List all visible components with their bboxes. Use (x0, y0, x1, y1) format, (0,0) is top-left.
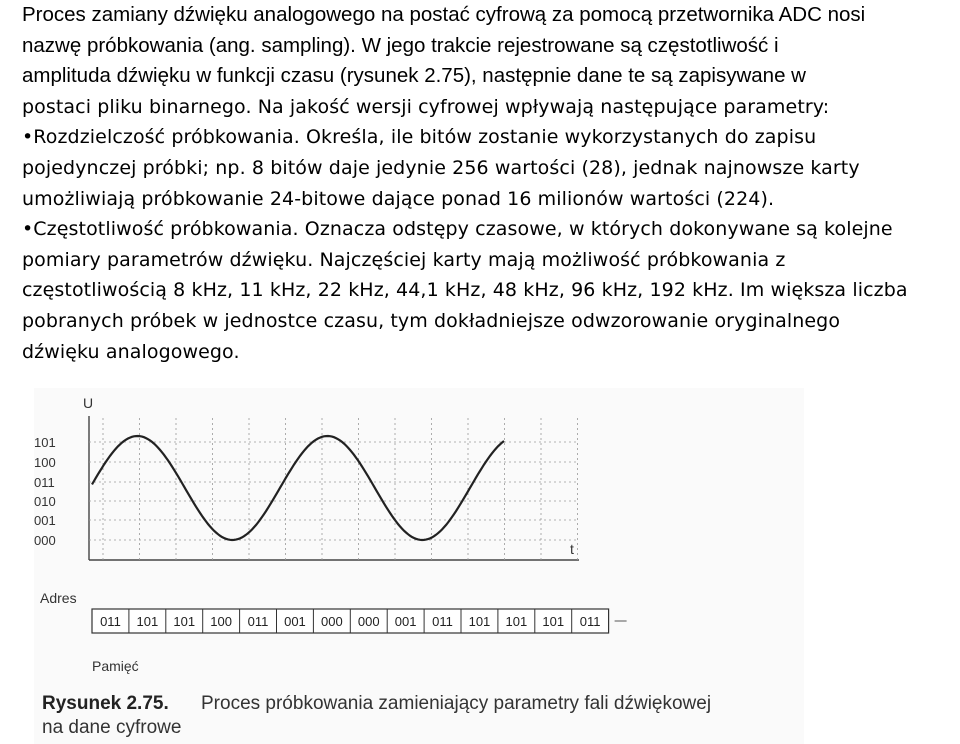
memory-cell: 001 (394, 614, 417, 629)
level-label: 010 (34, 494, 56, 509)
caption-number: Rysunek 2.75. (42, 693, 169, 714)
memory-label: Pamięć (92, 658, 139, 674)
text-line: amplituda dźwięku w funkcji czasu (rysunek 2.75), następnie dane te są zapisywane w (22, 64, 806, 88)
memory-row (92, 609, 627, 633)
sampling-diagram (34, 388, 804, 744)
memory-cell: 001 (284, 614, 306, 629)
text-line: dźwięku analogowego. (22, 340, 240, 363)
caption-line-1: Proces próbkowania zamieniający parametry fali dźwiękowej (201, 693, 712, 714)
memory-cell: 101 (505, 614, 528, 629)
memory-cell: 100 (210, 614, 233, 629)
memory-cell: 000 (357, 614, 380, 629)
level-label: 000 (34, 533, 56, 548)
sample-grid (89, 418, 579, 560)
memory-cell: 101 (542, 614, 565, 629)
text-line: pomiary parametrów dźwięku. Najczęściej karty mają możliwość próbkowania z (22, 248, 786, 271)
memory-cell: 101 (468, 614, 491, 629)
memory-cell: 011 (100, 614, 121, 629)
paragraph (22, 0, 958, 367)
text-line: częstotliwością 8 kHz, 11 kHz, 22 kHz, 44,1 kHz, 48 kHz, 96 kHz, 192 kHz. Im większa liczba (22, 279, 908, 302)
memory-cell: 011 (579, 614, 601, 629)
text-line: •Rozdzielczość próbkowania. Określa, ile bitów zostanie wykorzystanych do zapisu (22, 126, 817, 149)
text-line: pojedynczej próbki; np. 8 bitów daje jedynie 256 wartości (28), jednak najnowsze karty (22, 156, 860, 179)
level-label: 001 (34, 513, 56, 528)
level-label: 101 (34, 435, 56, 450)
sampling-figure (34, 388, 804, 744)
memory-cell: 101 (173, 614, 196, 629)
memory-cell: 011 (247, 614, 269, 629)
level-label: 100 (34, 455, 56, 470)
y-axis-label: U (83, 395, 94, 411)
text-line: nazwę próbkowania (ang. sampling). W jego trakcie rejestrowane są częstotliwość i (22, 33, 779, 57)
text-line: pobranych próbek w jednostce czasu, tym dokładniejsze odwzorowanie oryginalnego (22, 309, 841, 332)
address-label: Adres (40, 590, 77, 606)
caption-line-2: na dane cyfrowe (42, 717, 182, 738)
analog-wave (92, 436, 504, 540)
text-line: Proces zamiany dźwięku analogowego na postać cyfrową za pomocą przetwornika ADC nosi (22, 3, 866, 26)
text-line: umożliwiają próbkowanie 24-bitowe dające ponad 16 milionów wartości (224). (22, 187, 775, 210)
memory-cell: 000 (320, 614, 343, 629)
memory-cell: 101 (136, 614, 159, 629)
x-axis-label: t (570, 541, 574, 557)
text-line: postaci pliku binarnego. Na jakość wersji cyfrowej wpływają następujące parametry: (22, 95, 830, 118)
level-label: 011 (34, 475, 55, 490)
text-line: •Częstotliwość próbkowania. Oznacza odstępy czasowe, w których dokonywane są kolejne (22, 218, 893, 241)
memory-cell: 011 (432, 614, 453, 629)
